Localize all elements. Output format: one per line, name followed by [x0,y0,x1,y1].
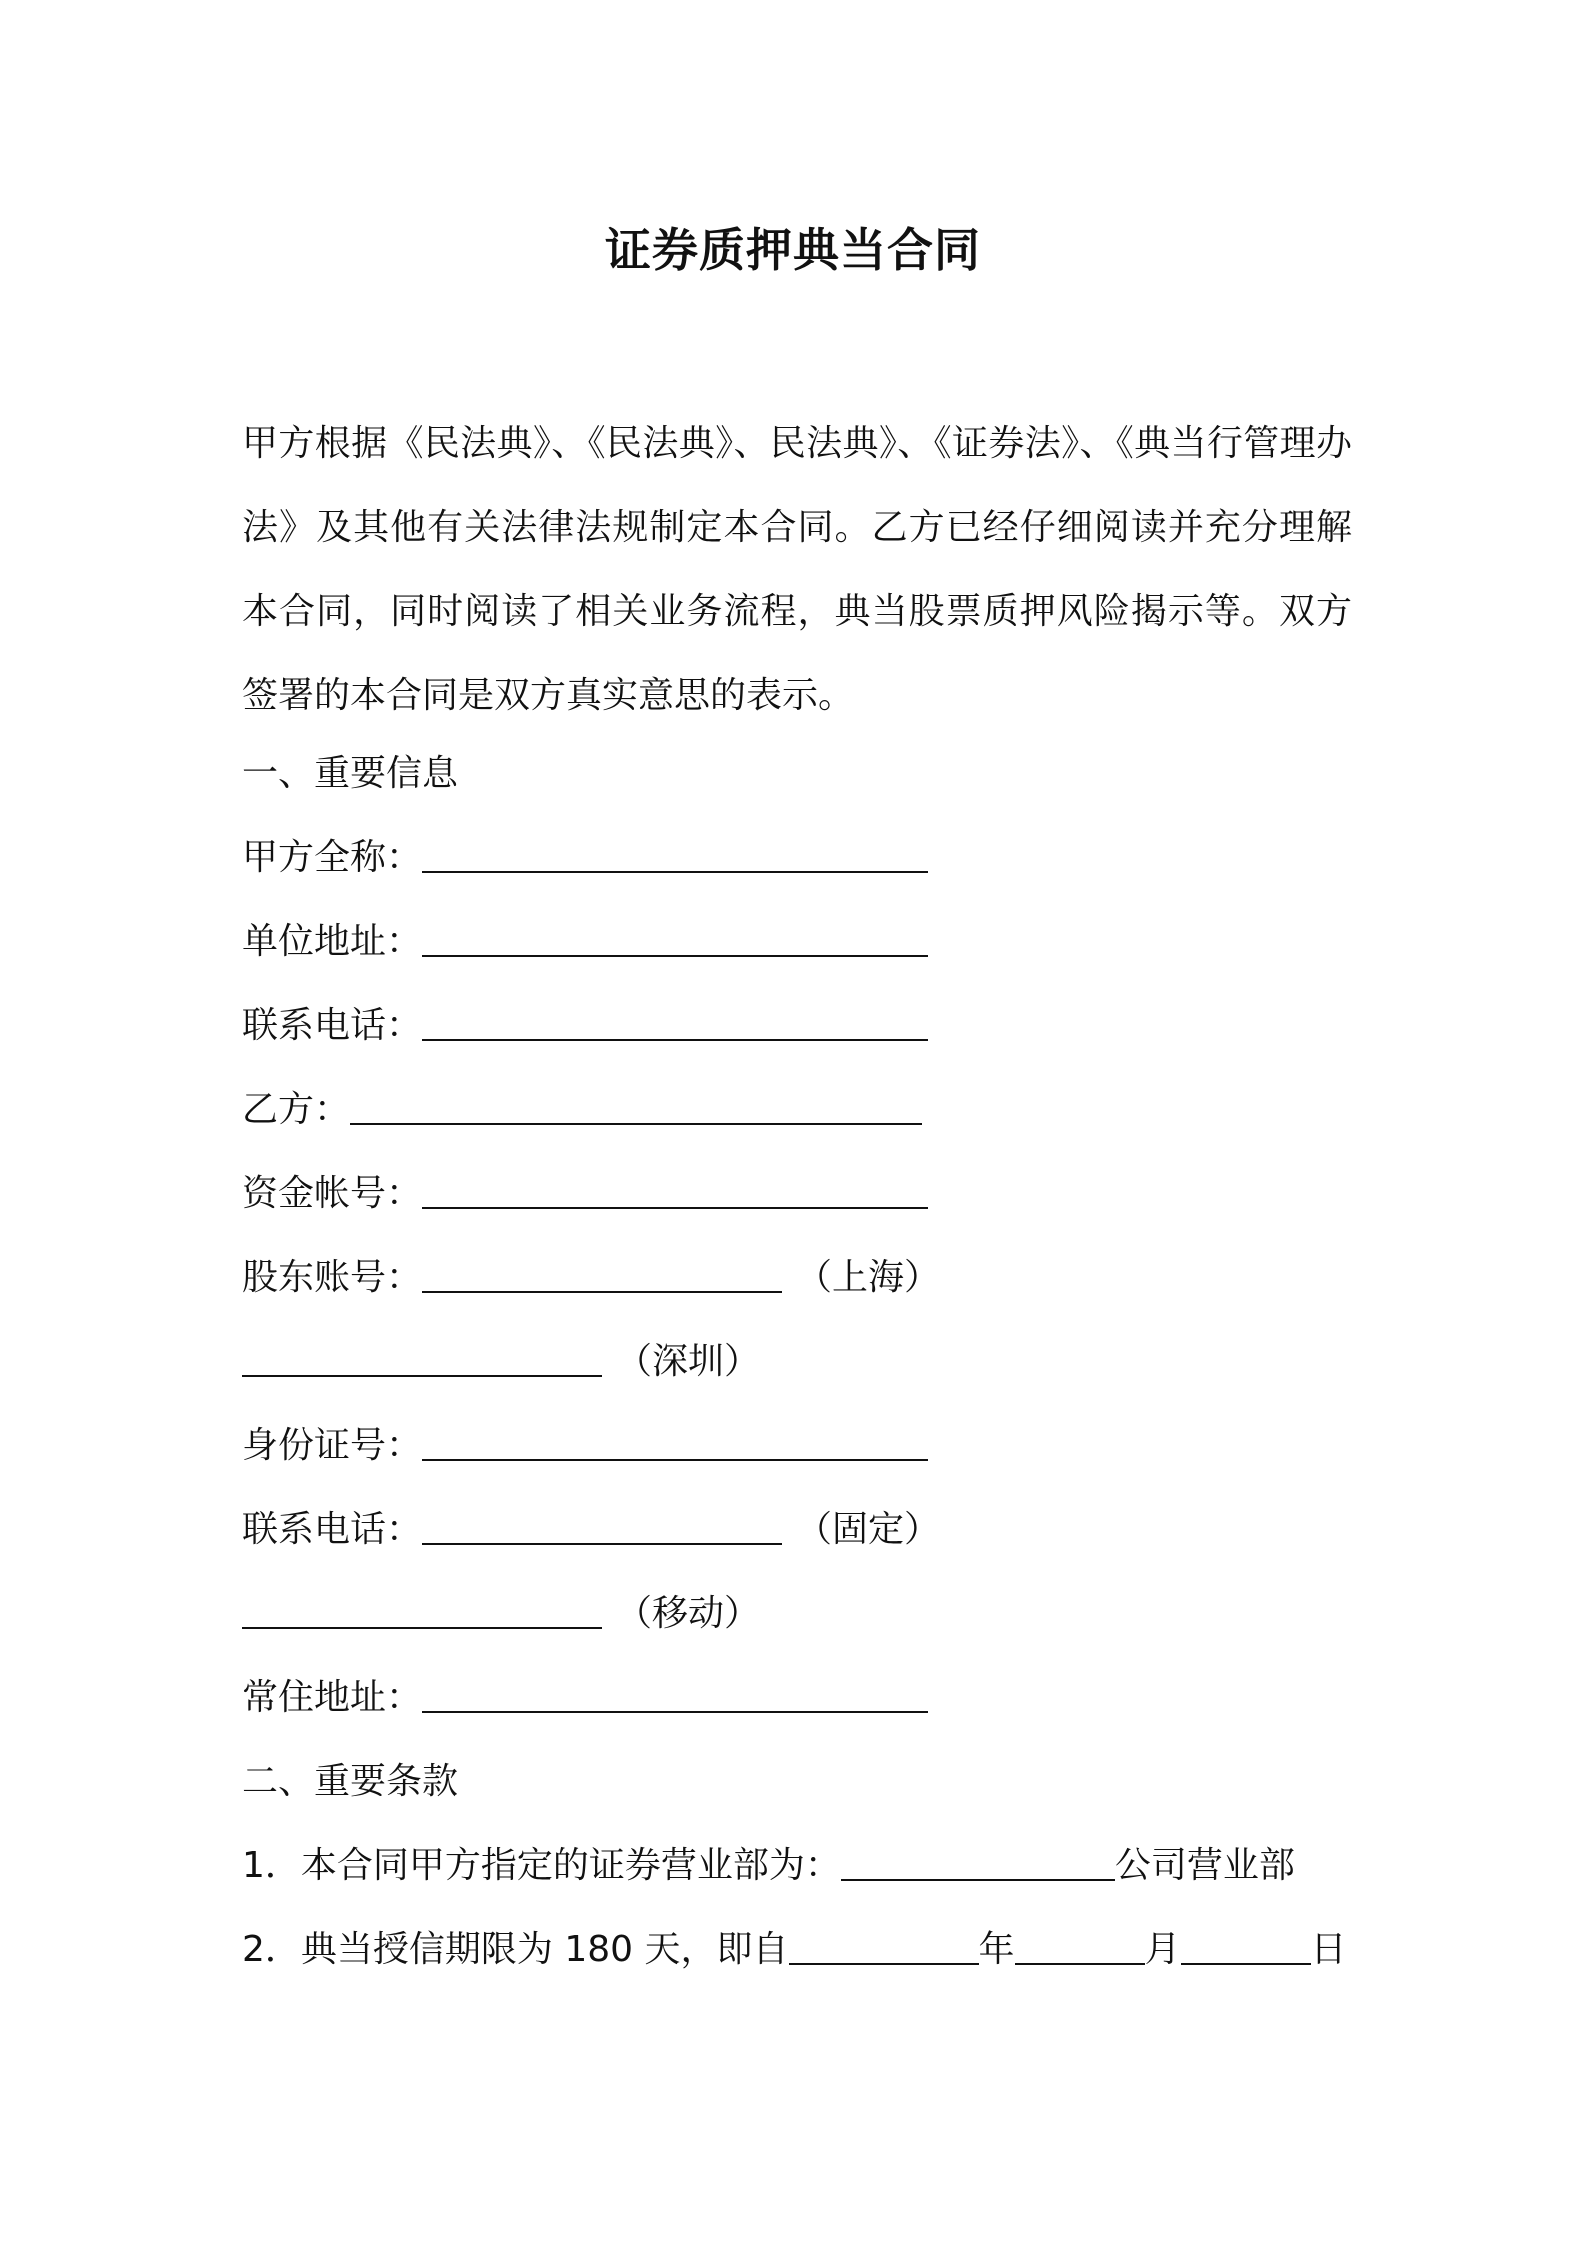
fixed-phone-blank[interactable] [422,1509,782,1545]
intro-paragraph: 甲方根据《民法典》、《民法典》、民法典》、《证券法》、《典当行管理办法》及其他有关法律法规制定本合同。乙方已经仔细阅读并充分理解本合同，同时阅读了相关业务流程，典当股票质押风险揭示等。双方签署的本合同是双方真实意思的表示。 [242,423,1352,716]
shanghai-account-blank[interactable] [422,1257,782,1293]
section-2-heading: 二、重要条款 [242,1761,459,1802]
unit-address-blank[interactable] [422,921,928,957]
month-blank[interactable] [1015,1929,1145,1965]
month-label: 月 [1144,1929,1181,1970]
shenzhen-label: （深圳） [616,1341,761,1382]
party-a-name-blank[interactable] [422,837,928,873]
id-number-label: 身份证号： [242,1425,423,1466]
shareholder-account-row [242,1254,940,1302]
party-b-row [242,1086,922,1134]
party-b-label: 乙方： [242,1089,351,1130]
fixed-label: （固定） [796,1509,941,1550]
clause-1-suffix: 公司营业部 [1114,1845,1295,1886]
mobile-label: （移动） [616,1593,761,1634]
residence-row [242,1674,928,1722]
fund-account-row [242,1170,928,1218]
contact-phone-a-blank[interactable] [422,1005,928,1041]
clause-2-text: 2．典当授信期限为 180 天，即自 [242,1929,789,1970]
clause-2-row [242,1926,1347,1974]
fund-account-blank[interactable] [422,1173,928,1209]
year-label: 年 [978,1929,1015,1970]
party-b-blank[interactable] [350,1089,922,1125]
document-title: 证券质押典当合同 [605,223,981,277]
party-a-name-row [242,834,928,882]
shenzhen-account-blank[interactable] [242,1341,602,1377]
mobile-phone-row [242,1590,760,1638]
contact-phone-b-row [242,1506,940,1554]
unit-address-row [242,918,928,966]
contact-phone-a-label: 联系电话： [242,1005,423,1046]
shareholder-account-label: 股东账号： [242,1257,423,1298]
fund-account-label: 资金帐号： [242,1173,423,1214]
residence-blank[interactable] [422,1677,928,1713]
day-blank[interactable] [1181,1929,1311,1965]
section-1-heading: 一、重要信息 [242,753,459,794]
year-blank[interactable] [789,1929,979,1965]
contact-phone-a-row [242,1002,928,1050]
mobile-phone-blank[interactable] [242,1593,602,1629]
party-a-name-label: 甲方全称： [242,837,423,878]
clause-1-row [242,1842,1295,1890]
id-number-row [242,1422,928,1470]
shanghai-label: （上海） [796,1257,941,1298]
securities-branch-blank[interactable] [841,1845,1115,1881]
contact-phone-b-label: 联系电话： [242,1509,423,1550]
residence-label: 常住地址： [242,1677,423,1718]
unit-address-label: 单位地址： [242,921,423,962]
day-label: 日 [1310,1929,1347,1970]
clause-1-text: 1．本合同甲方指定的证券营业部为： [242,1845,841,1886]
id-number-blank[interactable] [422,1425,928,1461]
shenzhen-account-row [242,1338,760,1386]
